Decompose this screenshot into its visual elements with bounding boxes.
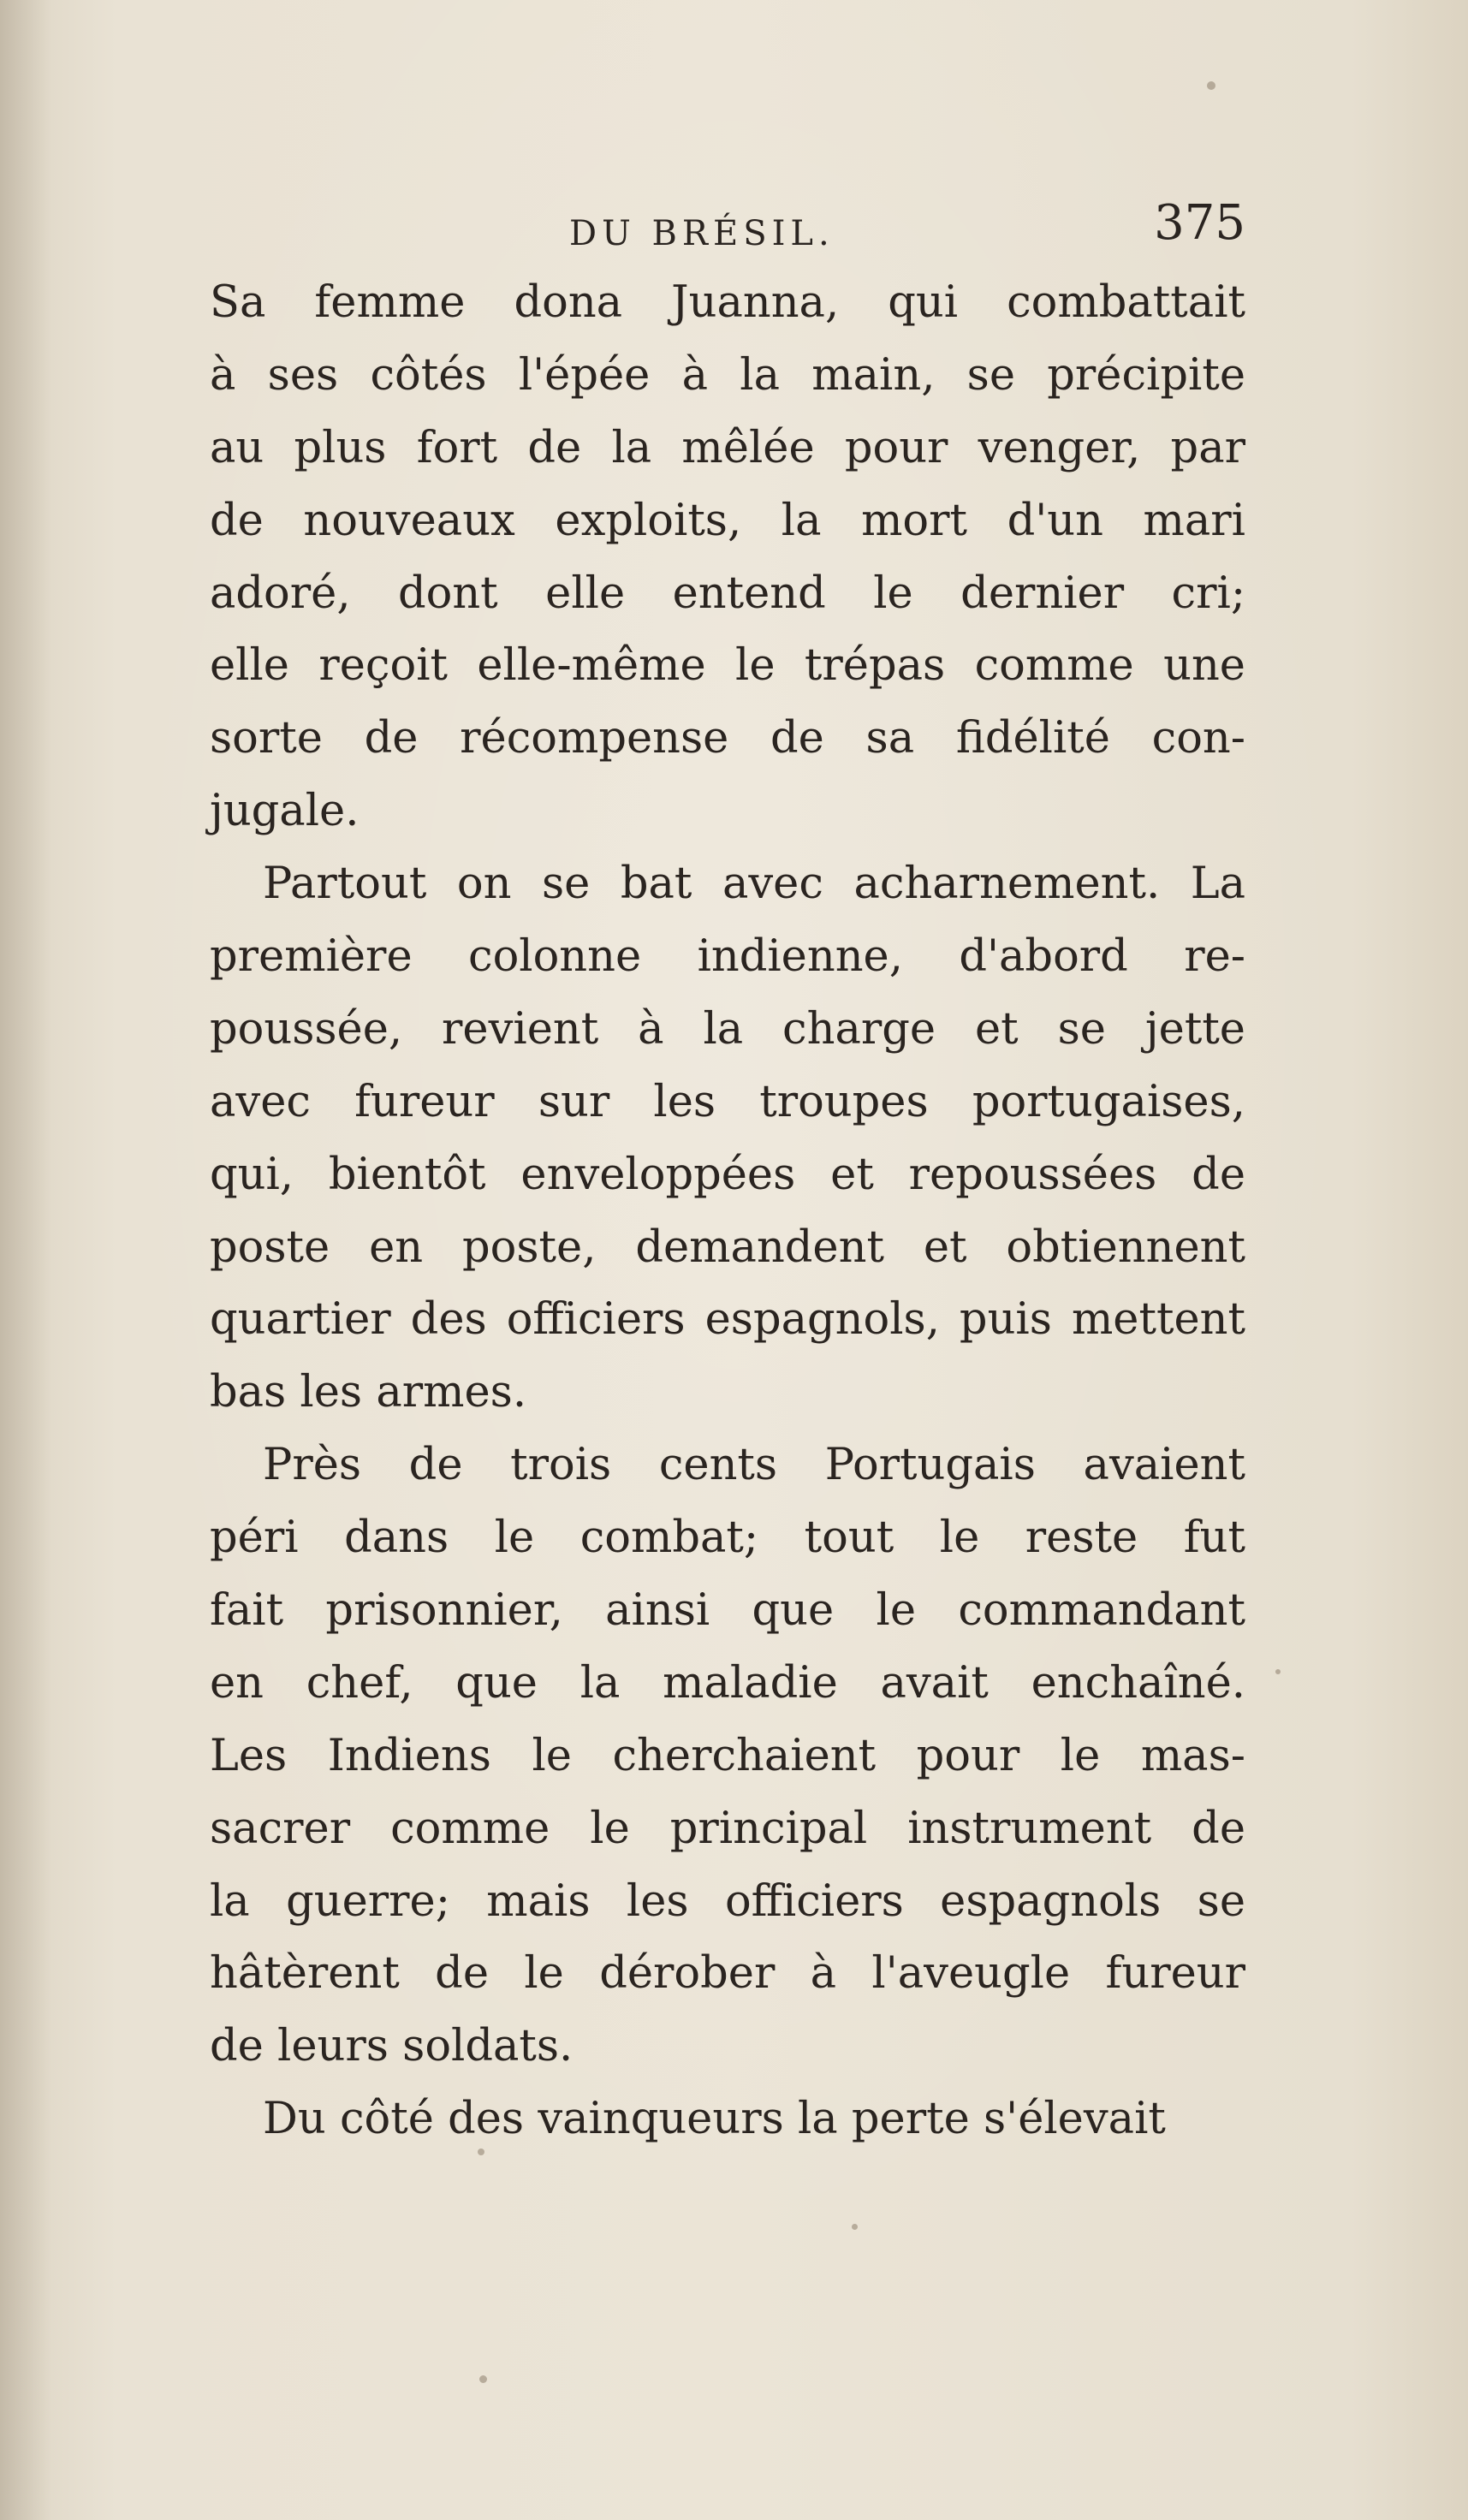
text-line: sacrer comme le principal instrument de [210, 1803, 1245, 1854]
text-line: adoré, dont elle entend le dernier cri; [210, 568, 1245, 619]
page-header [210, 195, 1245, 255]
text-line: elle reçoit elle-même le trépas comme une [210, 640, 1245, 692]
text-line: à ses côtés l'épée à la main, se précipite [210, 349, 1245, 401]
text-line: quartier des officiers espagnols, puis mettent [210, 1294, 1245, 1346]
text-line: de nouveaux exploits, la mort d'un mari [210, 495, 1245, 546]
text-line: au plus fort de la mêlée pour venger, par [210, 422, 1245, 473]
text-line: péri dans le combat; tout le reste fut [210, 1513, 1245, 1564]
text-line: bas les armes. [210, 1367, 527, 1418]
page-number: 375 [1154, 195, 1245, 251]
page-fold-shadow [0, 0, 51, 2520]
text-line: en chef, que la maladie avait enchaîné. [210, 1657, 1245, 1709]
paper-speck [1275, 1669, 1281, 1674]
paragraph-first-line: Du côté des vainqueurs la perte s'élevait [263, 2094, 1166, 2145]
text-line: qui, bientôt enveloppées et repoussées de [210, 1149, 1245, 1200]
text-line: la guerre; mais les officiers espagnols se [210, 1875, 1245, 1927]
paragraph-first-line: Partout on se bat avec acharnement. La [263, 859, 1245, 910]
paper-speck [1207, 81, 1215, 90]
paragraph-first-line: Près de trois cents Portugais avaient [263, 1440, 1245, 1491]
paper-speck [852, 2224, 858, 2230]
text-line: avec fureur sur les troupes portugaises, [210, 1076, 1245, 1127]
text-line: de leurs soldats. [210, 2021, 574, 2072]
paper-speck [478, 2149, 484, 2155]
text-line: fait prisonnier, ainsi que le commandant [210, 1585, 1245, 1637]
text-line: Les Indiens le cherchaient pour le mas- [210, 1730, 1245, 1781]
text-line: poussée, revient à la charge et se jette [210, 1003, 1245, 1055]
body-text [210, 267, 1245, 2156]
text-line: jugale. [210, 786, 360, 837]
paper-speck [479, 2375, 487, 2383]
text-line: poste en poste, demandent et obtiennent [210, 1221, 1245, 1273]
text-line: Sa femme dona Juanna, qui combattait [210, 277, 1245, 328]
text-line: première colonne indienne, d'abord re- [210, 931, 1245, 983]
running-head: DU BRÉSIL. [569, 214, 835, 253]
text-line: hâtèrent de le dérober à l'aveugle fureur [210, 1948, 1245, 2000]
text-line: sorte de récompense de sa fidélité con- [210, 713, 1245, 764]
